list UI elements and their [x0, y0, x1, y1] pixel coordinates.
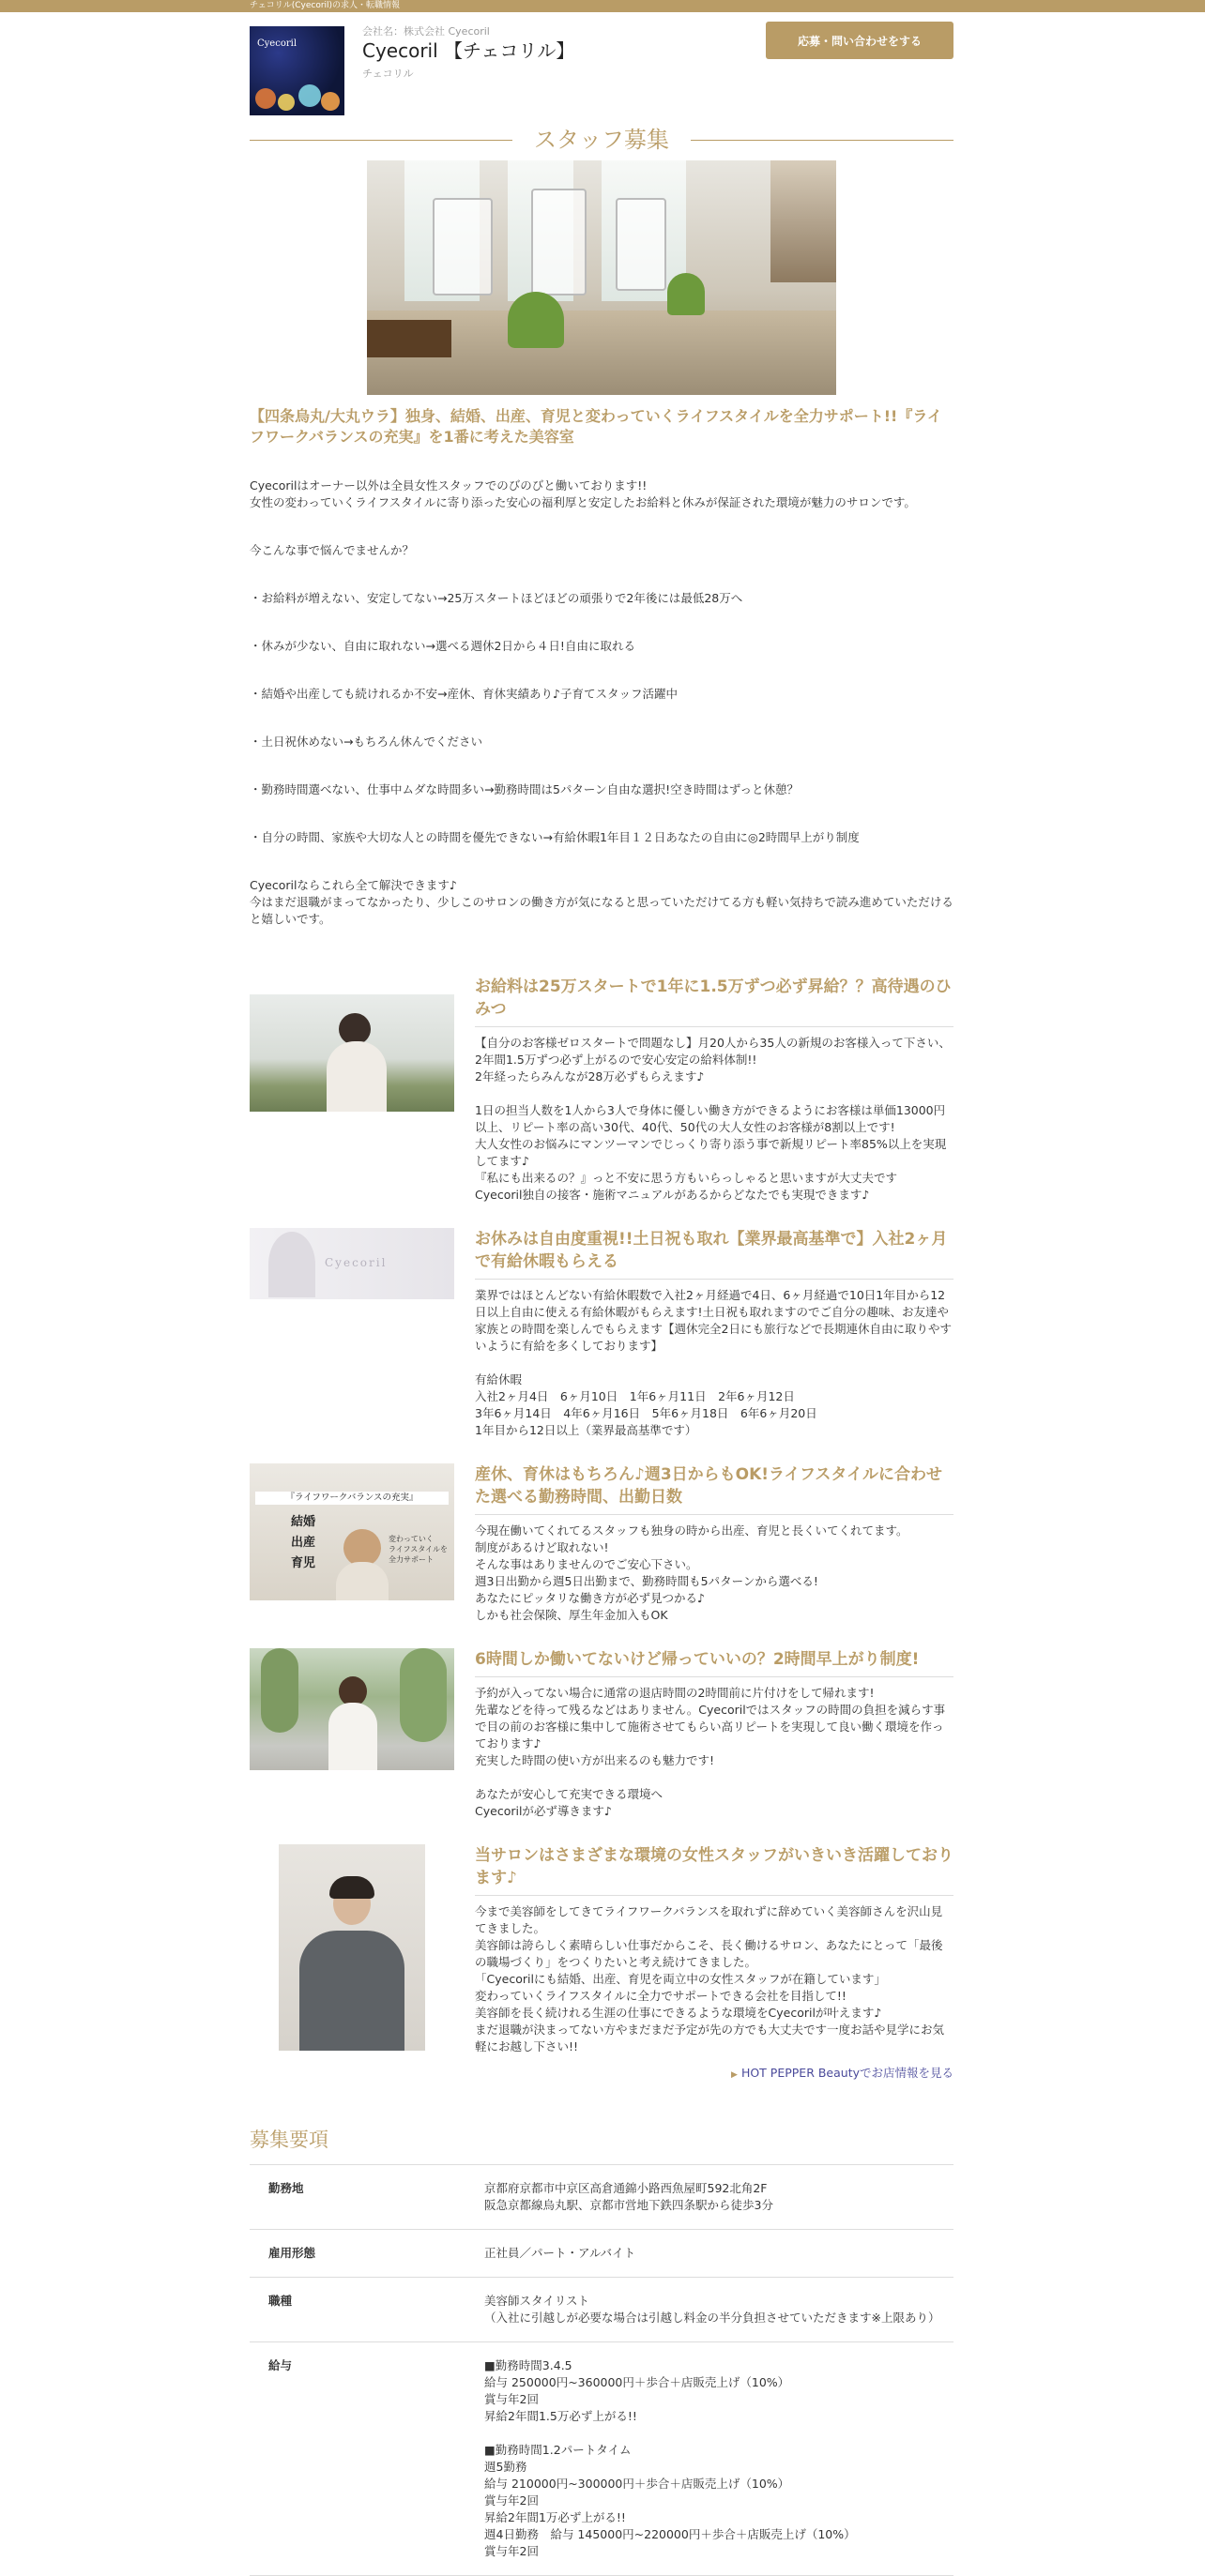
feature-image-logo-text: Cyecoril	[325, 1256, 388, 1269]
intro-paragraph: Cyecorilならこれら全て解決できます♪ 今はまだ退職がまってなかったり、少しこのサロンの働き方が気になると思っていただけてる方も軽い気持ちで読み進めていただけると嬉しいです。	[250, 878, 953, 926]
feature-desc: 予約が入ってない場合に通常の退店時間の2時間前に片付けをして帰れます! 先輩などを待って残るなどはありません。Cyecorilではスタッフの時間の負担を減らす事で目の前のお客様に集中して施術させてもらい高リピートを実現して良い働く環境を作っております♪ 充実した時間の使い方が出来るのも魅力です! あなたが安心して充実できる環境へ Cyecorilが必ず導きます♪	[475, 1686, 946, 1818]
salon-kana: チェコリル	[362, 68, 414, 80]
feature-desc: 今まで美容師をしてきてライフワークバランスを取れずに辞めていく美容師さんを沢山見てきました。 美容師は誇らしく素晴らしい仕事だからこそ、長く働けるサロン、あなたにとって「最後の職場づくり」をつくりたいと考え続けてきました。 「Cyecorilにも結婚、出産、育児を両立中の女性スタッフが在籍しています」 変わっていくライフスタイルに全力でサポートできる会社を目指して!! 美容師を長く続けれる生涯の仕事にできるような環境をCyecorilが叶えます♪ まだ退職が決まってない方やまだまだ予定が先の方でも大丈夫です一度お話や見学にお気軽にお越し下さい!!	[475, 1904, 945, 2053]
section-title	[250, 123, 953, 160]
feature-title: お休みは自由度重視!!土日祝も取れ【業界最高基準で】入社2ヶ月で有給休暇もらえる	[475, 1228, 953, 1280]
requirement-value: 美容師スタイリスト （入社に引越しが必要な場合は引越し料金の半分負担させていただきます※上限あり）	[484, 2278, 953, 2342]
intro-paragraph: ・土日祝休めない→もちろん休んでください	[250, 735, 482, 749]
banner-word: 育児	[291, 1556, 316, 1570]
requirement-value: 京都府京都市中京区高倉通錦小路西魚屋町592北角2F 阪急京都線烏丸駅、京都市営地下鉄四条駅から徒歩3分	[484, 2165, 953, 2230]
table-row	[250, 2342, 953, 2576]
section-title-text: スタッフ募集	[534, 127, 669, 153]
intro-paragraph: 今こんな事で悩んでませんか？	[250, 543, 415, 557]
top-bar: チェコリル(Cyecoril)の求人・転職情報	[0, 0, 1205, 12]
lead-title: 【四条烏丸/大丸ウラ】独身、結婚、出産、育児と変わっていくライフスタイルを全力サポート!!『ライフワークバランスの充実』を1番に考えた美容室	[250, 407, 942, 446]
company-name: 会社名：株式会社 Cyecoril	[362, 25, 490, 38]
salon-header	[250, 12, 953, 115]
banner-word: 結婚	[291, 1515, 316, 1529]
feature-salary	[250, 976, 953, 1204]
table-row	[250, 2230, 953, 2278]
feature-image-lifework-banner	[250, 1463, 454, 1600]
requirement-key: 給与	[250, 2342, 484, 2576]
salon-name: Cyecoril 【チェコリル】	[362, 39, 575, 62]
title-rule-right	[691, 140, 953, 141]
requirement-value: ■勤務時間3.4.5 給与 250000円~360000円＋歩合＋店販売上げ（10%） 賞与年2回 昇給2年間1.5万必ず上がる!! ■勤務時間1.2パートタイム 週5勤務 給与 210000円~300000円＋歩合＋店販売上げ（10%） 賞与年2回 昇給2年間1万必ず上がる!! 週4日勤務 給与 145000円~220000円＋歩合＋店販売上げ（10%） 賞与年2回	[484, 2342, 953, 2576]
feature-staff	[250, 1844, 953, 2055]
feature-holidays	[250, 1228, 953, 1439]
feature-early-leave	[250, 1648, 953, 1820]
intro-paragraph: ・結婚や出産しても続けれるか不安→産休、育休実績あり♪子育てスタッフ活躍中	[250, 687, 678, 701]
intro-paragraph: ・休みが少ない、自由に取れない→選べる週休2日から４日!自由に取れる	[250, 639, 635, 653]
main-content	[250, 12, 953, 2576]
feature-title: 6時間しか働いてないけど帰っていいの？2時間早上がり制度!	[475, 1648, 953, 1677]
title-rule-left	[250, 140, 512, 141]
feature-title: 当サロンはさまざまな環境の女性スタッフがいきいき活躍しております♪	[475, 1844, 953, 1896]
hotpepper-link-text[interactable]: HOT PEPPER Beautyでお店情報を見る	[740, 2066, 953, 2080]
feature-title: 産休、育休はもちろん♪週3日からもOK!ライフスタイルに合わせた選べる勤務時間、出勤日数	[475, 1463, 953, 1515]
apply-button[interactable]: 応募・問い合わせをする	[766, 22, 953, 59]
hotpepper-link[interactable]	[250, 2065, 953, 2084]
feature-image-staff-portrait	[250, 1844, 454, 2051]
intro-paragraph: ・自分の時間、家族や大切な人との時間を優先できない→有給休暇1年目１２日あなたの自由に◎2時間早上がり制度	[250, 830, 860, 844]
caret-right-icon: ▶	[731, 2070, 738, 2080]
requirements-table	[250, 2164, 953, 2576]
intro-paragraph: ・勤務時間選べない、仕事中ムダな時間多い→勤務時間は5パターン自由な選択!空き時間はずっと休憩？	[250, 782, 799, 796]
banner-word: 出産	[291, 1536, 316, 1550]
intro-text	[250, 461, 953, 959]
feature-image-woman-trees	[250, 1648, 454, 1770]
intro-paragraph: ・お給料が増えない、安定してない→25万スタートほどほどの頑張りで2年後には最低28万へ	[250, 591, 743, 605]
logo-text: Cyecoril	[257, 38, 297, 49]
feature-desc: 【自分のお客様ゼロスタートで問題なし】月20人から35人の新規のお客様入って下さい、2年間1.5万ずつ必ず上がるので安心安定の給料体制!! 2年経ったらみんなが28万必ずもらえます♪ 1日の担当人数を1人から3人で身体に優しい働き方ができるようにお客様は単価13000円以上、リピート率の高い30代、40代、50代の大人女性のお客様が8割以上です! 大人女性のお悩みにマンツーマンでじっくり寄り添う事で新規リピート率85%以上を実現してます♪ 『私にも出来るの？』っと不安に思う方もいらっしゃると思いますが大丈夫です Cyecoril独自の接客・施術マニュアルがあるからどなたでも実現できます♪	[475, 1036, 951, 1202]
feature-worktime	[250, 1463, 953, 1624]
banner-subtext: 変わっていく ライフスタイルを 全力サポート	[389, 1535, 449, 1564]
salon-logo	[250, 26, 344, 115]
feature-desc: 今現在働いてくれてるスタッフも独身の時から出産、育児と長くいてくれてます。 制度があるけど取れない! そんな事はありませんのでご安心下さい。 週3日出勤から週5日出勤まで、勤務時間も5パターンから選べる! あなたにピッタリな働き方が必ず見つかる♪ しかも社会保険、厚生年金加入もOK	[475, 1523, 908, 1622]
hero-salon-image	[367, 160, 836, 395]
feature-desc: 業界ではほとんどない有給休暇数で入社2ヶ月経過で4日、6ヶ月経過で10日1年目から12日以上自由に使える有給休暇がもらえます!土日祝も取れますのでご自分の趣味、お友達や家族との時間を楽しんでもらえます【週休完全2日にも旅行などで長期連休自由に取りやすいように有給を多くしております】 有給休暇 入社2ヶ月4日 6ヶ月10日 1年6ヶ月11日 2年6ヶ月12日 3年6ヶ月14日 4年6ヶ月16日 5年6ヶ月18日 6年6ヶ月20日 1年目から12日以上（業界最高基準です）	[475, 1288, 952, 1437]
requirement-key: 職種	[250, 2278, 484, 2342]
table-row	[250, 2165, 953, 2230]
feature-title: お給料は25万スタートで1年に1.5万ずつ必ず昇給？？高待遇のひみつ	[475, 976, 953, 1027]
requirement-key: 勤務地	[250, 2165, 484, 2230]
table-row	[250, 2278, 953, 2342]
banner-heading: 『ライフワークバランスの充実』	[255, 1492, 449, 1505]
requirement-key: 雇用形態	[250, 2230, 484, 2278]
intro-paragraph: Cyecorilはオーナー以外は全員女性スタッフでのびのびと働いております!! 女性の変わっていくライフスタイルに寄り添った安心の福利厚と安定したお給料と休みが保証された環境が魅力のサロンです。	[250, 478, 916, 509]
feature-image-woman-outdoor	[250, 994, 454, 1112]
requirement-value: 正社員／パート・アルバイト	[484, 2230, 953, 2278]
requirements-title: 募集要項	[250, 2129, 328, 2151]
feature-image-logo-soft	[250, 1228, 454, 1299]
